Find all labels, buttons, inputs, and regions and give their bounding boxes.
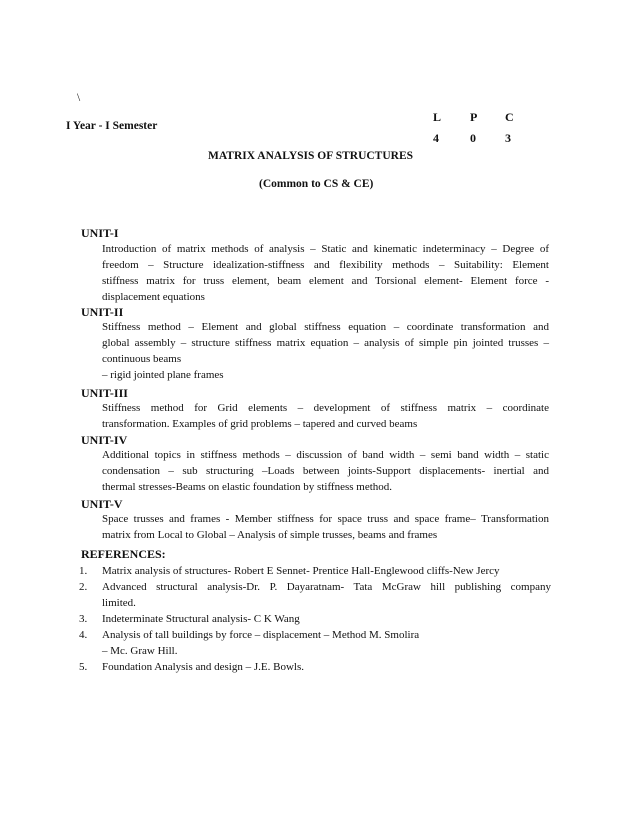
reference-number: 4. — [79, 629, 88, 641]
reference-line: limited. — [102, 597, 136, 609]
unit-2-line: global assembly – structure stiffness matrix equation – analysis of simple pin jointed trusses – — [102, 337, 549, 349]
unit-3-line: Stiffness method for Grid elements – development of stiffness matrix – coordinate — [102, 402, 549, 414]
unit-5-heading: UNIT-V — [81, 497, 123, 511]
unit-4-heading: UNIT-IV — [81, 433, 128, 447]
reference-item — [79, 627, 551, 659]
unit-5-line: matrix from Local to Global – Analysis of simple trusses, beams and frames — [102, 529, 438, 541]
page-subtitle: (Common to CS & CE) — [259, 178, 374, 190]
unit-4-line: Additional topics in stiffness methods – discussion of band width – semi band width – static — [102, 449, 549, 461]
unit-2-heading: UNIT-II — [81, 305, 124, 319]
reference-number: 5. — [79, 661, 88, 673]
unit-3-heading: UNIT-III — [81, 386, 128, 400]
unit-2-line: – rigid jointed plane frames — [102, 369, 224, 381]
reference-item — [79, 579, 551, 611]
ltpc-header-p: P — [470, 110, 478, 124]
unit-1-line: stiffness matrix for truss element, beam element and Torsional element- Element force - — [102, 275, 549, 287]
ltpc-value-p: 0 — [470, 131, 476, 145]
reference-line: Advanced structural analysis-Dr. P. Dayaratnam- Tata McGraw hill publishing company — [102, 581, 551, 593]
unit-4-line: condensation – sub structuring –Loads between joints-Support displacements- inertial and — [102, 465, 549, 477]
reference-line: Analysis of tall buildings by force – displacement – Method M. Smolira — [102, 629, 420, 641]
reference-line: Indeterminate Structural analysis- C K Wang — [102, 613, 300, 625]
reference-item — [79, 659, 551, 675]
reference-line: Foundation Analysis and design – J.E. Bowls. — [102, 661, 304, 673]
unit-2-body — [102, 319, 549, 383]
references-heading: REFERENCES: — [81, 547, 166, 561]
ltpc-header-l: L — [433, 110, 442, 124]
ltpc-value-c: 3 — [505, 131, 511, 145]
unit-4-body — [102, 447, 549, 495]
unit-1-line: Introduction of matrix methods of analysis – Static and kinematic indeterminacy – Degree of — [102, 243, 549, 255]
unit-3-line: transformation. Examples of grid problems – tapered and curved beams — [102, 418, 418, 430]
unit-3-body — [102, 400, 549, 432]
reference-number: 1. — [79, 565, 88, 577]
page-title: MATRIX ANALYSIS OF STRUCTURES — [208, 150, 414, 162]
unit-2-line: continuous beams — [102, 353, 182, 365]
unit-4-line: thermal stresses-Beams on elastic foundation by stiffness method. — [102, 481, 393, 493]
unit-1-heading: UNIT-I — [81, 226, 119, 240]
unit-1-line: freedom – Structure idealization-stiffness and flexibility methods – Suitability: Element — [102, 259, 549, 271]
unit-1-line: displacement equations — [102, 291, 205, 303]
backslash-mark: \ — [77, 92, 81, 104]
ltpc-header-c: C — [505, 110, 514, 124]
reference-number: 3. — [79, 613, 88, 625]
unit-2-line: Stiffness method – Element and global stiffness equation – coordinate transformation and — [102, 321, 549, 333]
unit-1-body — [102, 241, 549, 305]
reference-item — [79, 611, 551, 627]
reference-number: 2. — [79, 581, 88, 593]
unit-5-body — [102, 511, 549, 543]
year-semester: I Year - I Semester — [66, 120, 158, 132]
reference-item — [79, 563, 551, 579]
unit-5-line: Space trusses and frames - Member stiffness for space truss and space frame– Transformation — [102, 513, 549, 525]
reference-line: – Mc. Graw Hill. — [102, 645, 178, 657]
reference-line: Matrix analysis of structures- Robert E Sennet- Prentice Hall-Englewood cliffs-New Jercy — [102, 565, 500, 577]
references-list — [79, 563, 551, 675]
ltpc-value-l: 4 — [433, 131, 439, 145]
